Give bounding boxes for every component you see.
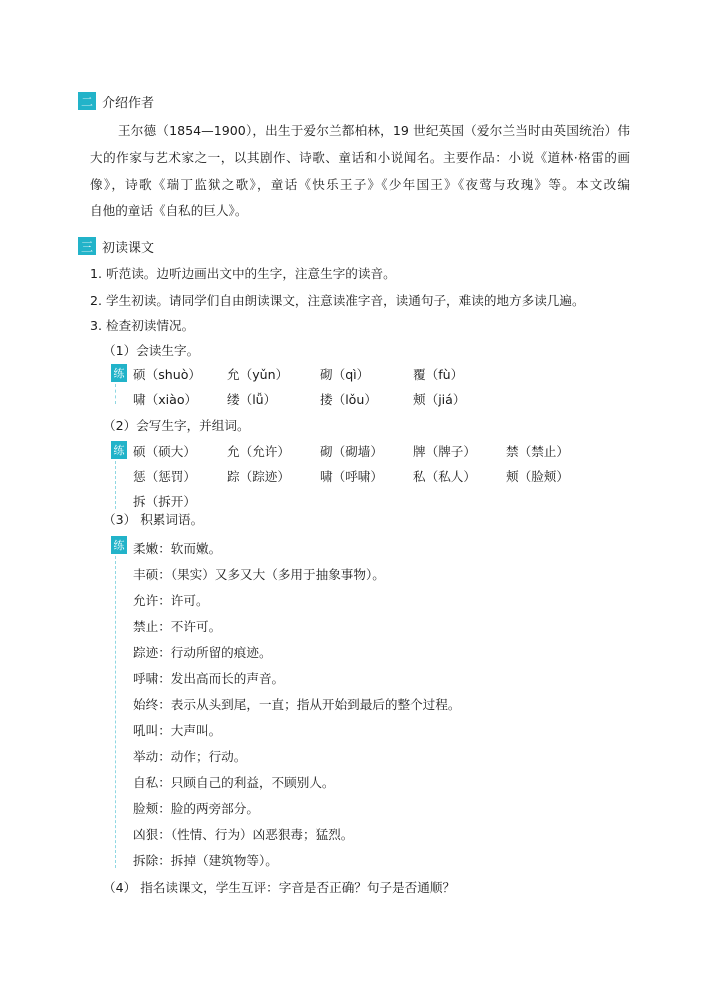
sub-heading-peer-review: （4） 指名读课文，学生互评：字音是否正确？句子是否通顺？ [103,880,456,895]
sub-heading-vocabulary: （3） 积累词语。 [103,512,204,527]
word-item: 拆（拆开） [133,494,196,509]
vocab-item: 允许：许可。 [133,593,209,608]
practice-badge: 练 [111,441,127,459]
word-item: 砌（砌墙） [320,444,383,459]
pinyin-item: 啸（xiào） [133,392,198,407]
vocab-item: 举动：动作；行动。 [133,749,247,764]
pinyin-item: 覆（fù） [413,367,464,382]
word-item: 惩（惩罚） [133,469,196,484]
pinyin-item: 缕（lǚ） [227,392,277,407]
practice-badge: 练 [111,536,127,554]
vocab-item: 始终：表示从头到尾，一直；指从开始到最后的整个过程。 [133,697,461,712]
pinyin-item: 搂（lǒu） [320,392,377,407]
dashed-divider [115,461,116,509]
dashed-divider [115,556,116,868]
word-item: 牌（牌子） [413,444,476,459]
section-heading-first-reading [78,237,154,255]
vocab-item: 柔嫩：软而嫩。 [133,541,222,556]
vocab-item: 自私：只顾自己的利益，不顾别人。 [133,775,335,790]
vocab-item: 脸颊：脸的两旁部分。 [133,801,259,816]
pinyin-item: 允（yǔn） [227,367,289,382]
step-item: 3. 检查初读情况。 [90,318,195,333]
word-item: 禁（禁止） [506,444,569,459]
author-paragraph-line: 自他的童话《自私的巨人》。 [90,203,248,218]
word-item: 允（允许） [227,444,290,459]
word-item: 啸（呼啸） [320,469,383,484]
section-number-badge: 三 [78,237,96,255]
pinyin-item: 砌（qì） [320,367,370,382]
section-number-badge: 二 [78,92,96,110]
word-item: 踪（踪迹） [227,469,290,484]
sub-heading-write-characters: （2）会写生字，并组词。 [103,418,250,433]
word-item: 颊（脸颊） [506,469,569,484]
step-item: 2. 学生初读。请同学们自由朗读课文，注意读准字音，读通句子，难读的地方多读几遍。 [90,293,585,308]
pinyin-item: 颊（jiá） [413,392,466,407]
section-heading-author [78,92,154,110]
word-item: 私（私人） [413,469,476,484]
word-item: 硕（硕大） [133,444,196,459]
vocab-item: 凶狠：（性情、行为）凶恶狠毒；猛烈。 [133,827,354,842]
vocab-item: 吼叫：大声叫。 [133,723,222,738]
sub-heading-read-characters: （1）会读生字。 [103,343,200,358]
vocab-item: 禁止：不许可。 [133,619,222,634]
section-title: 初读课文 [102,240,155,256]
author-paragraph-line: 像》，诗歌《瑞丁监狱之歌》，童话《快乐王子》《少年国王》《夜莺与玫瑰》等。本文改编 [90,177,630,192]
dashed-divider [115,384,116,404]
vocab-item: 呼啸：发出高而长的声音。 [133,671,285,686]
practice-badge: 练 [111,364,127,382]
section-title: 介绍作者 [102,95,155,111]
vocab-item: 丰硕：（果实）又多又大（多用于抽象事物）。 [133,567,385,582]
author-paragraph-line: 大的作家与艺术家之一，以其剧作、诗歌、童话和小说闻名。主要作品：小说《道林·格雷的画 [90,150,630,165]
pinyin-item: 硕（shuò） [133,367,202,382]
author-paragraph-line: 王尔德（1854—1900），出生于爱尔兰都柏林，19 世纪英国（爱尔兰当时由英国统治）伟 [118,123,630,138]
vocab-item: 踪迹：行动所留的痕迹。 [133,645,272,660]
vocab-item: 拆除：拆掉（建筑物等）。 [133,853,278,868]
step-item: 1. 听范读。边听边画出文中的生字，注意生字的读音。 [90,266,396,281]
